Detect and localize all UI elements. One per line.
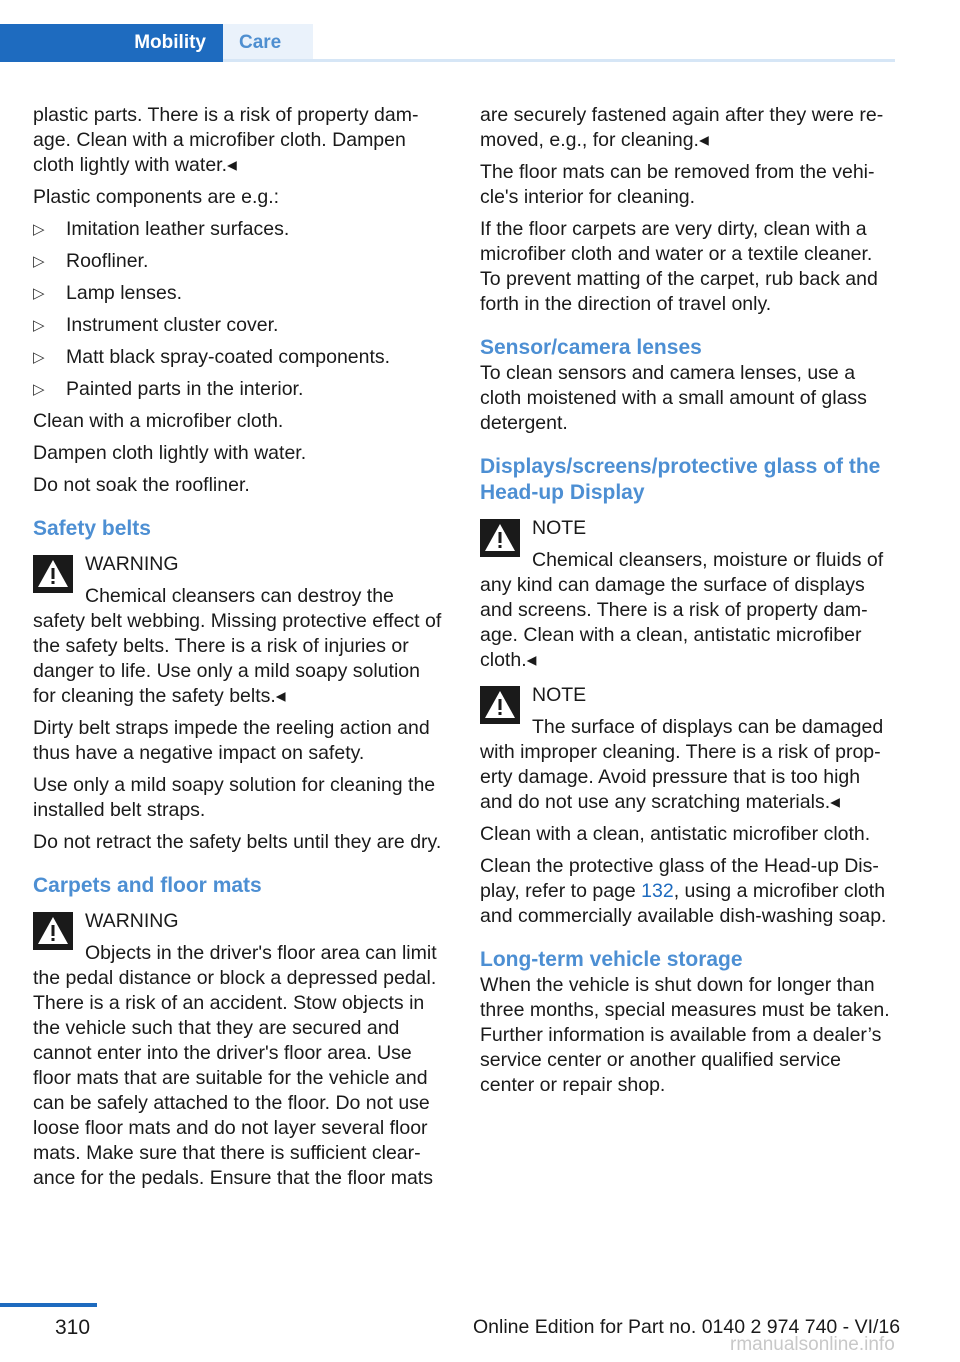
paragraph: Dampen cloth lightly with water. <box>33 442 307 464</box>
note-text: Chemical cleansers, moisture or fluids of any kind can damage the surface of displays and screens. There is a risk of property damage. Clean with a clean, antistatic microfiber cloth.◂ <box>480 549 884 671</box>
warning-title: WARNING <box>85 910 179 932</box>
paragraph: Use only a mild soapy solution for cleaning the installed belt straps. <box>33 774 436 821</box>
list-item: ▷ Imitation leather surfaces. <box>33 218 290 240</box>
plastic-components-list <box>33 217 443 402</box>
warning-text: Chemical cleansers can destroy the safety belt webbing. Missing protective effect of the safety belts. There is a risk of injuries or danger to life. Use only a mild soapy solution for cleaning the safety belts.◂ <box>33 585 442 707</box>
warning-carpets <box>33 909 443 1191</box>
paragraph: Do not retract the safety belts until they are dry. <box>33 831 442 853</box>
section-heading-sensor-lenses: Sensor/camera lenses <box>480 336 702 359</box>
section-heading-safety-belts: Safety belts <box>33 517 151 540</box>
warning-triangle-icon <box>480 519 520 557</box>
section-heading-storage: Long-term vehicle storage <box>480 948 743 971</box>
section-heading-displays: Displays/screens/protective glass of the Head-up Display <box>480 455 881 504</box>
list-item: ▷ Painted parts in the interior. <box>33 378 304 400</box>
watermark: rmanualsonline.info <box>730 1334 895 1355</box>
paragraph: If the floor carpets are very dirty, clean with a microfiber cloth and water or a textile cleaner. To prevent matting of the carpet, rub back and forth in the direction of travel only. <box>480 218 878 315</box>
list-item: ▷ Roofliner. <box>33 250 149 272</box>
paragraph: The floor mats can be removed from the vehicle's interior for cleaning. <box>480 161 875 208</box>
page-number: 310 <box>55 1316 91 1339</box>
note-displays-cleaning <box>480 683 895 815</box>
warning-triangle-icon <box>480 686 520 724</box>
triangle-bullet-icon: ▷ <box>33 381 45 398</box>
triangle-bullet-icon: ▷ <box>33 317 45 334</box>
section-heading-carpets: Carpets and floor mats <box>33 874 262 897</box>
triangle-bullet-icon: ▷ <box>33 285 45 302</box>
list-item: ▷ Instrument cluster cover. <box>33 314 279 336</box>
note-displays-chemicals <box>480 516 895 673</box>
page-reference-link[interactable]: 132 <box>641 880 674 902</box>
paragraph: plastic parts. There is a risk of property damage. Clean with a microfiber cloth. Dampen cloth lightly with water.◂ <box>33 104 419 176</box>
tab-care[interactable]: Care <box>223 24 313 62</box>
paragraph: Dirty belt straps impede the reeling action and thus have a negative impact on safety. <box>33 717 430 764</box>
footer-rule <box>0 1303 97 1307</box>
note-title: NOTE <box>532 684 587 706</box>
warning-safety-belts <box>33 552 443 709</box>
chapter-tab-bar <box>0 24 895 62</box>
right-column <box>480 103 895 1105</box>
paragraph: Clean with a microfiber cloth. <box>33 410 284 432</box>
left-column <box>33 103 443 1198</box>
paragraph: When the vehicle is shut down for longer than three months, special measures must be taken. Further information is available from a dealer’s service center or another qualified service center or repair shop. <box>480 974 890 1096</box>
paragraph: Clean with a clean, antistatic microfiber cloth. <box>480 823 871 845</box>
warning-triangle-icon <box>33 912 73 950</box>
note-title: NOTE <box>532 517 587 539</box>
triangle-bullet-icon: ▷ <box>33 221 45 238</box>
paragraph: Do not soak the roofliner. <box>33 474 250 496</box>
list-item: ▷ Lamp lenses. <box>33 282 182 304</box>
warning-text: Objects in the driver's floor area can limit the pedal distance or block a depressed pedal. There is a risk of an accident. Stow objects in the vehicle such that they are secured and cannot enter into the driver's floor area. Use floor mats that are suitable for the vehicle and can be safely attached to the floor. Do not use loose floor mats and do not layer several floor mats. Make sure that there is sufficient clearance for the pedals. Ensure that the floor mats <box>33 942 437 1189</box>
tab-mobility[interactable]: Mobility <box>0 24 223 62</box>
note-text: The surface of displays can be damaged with improper cleaning. There is a risk of property damage. Avoid pressure that is too high and do not use any scratching materials.◂ <box>480 716 884 813</box>
paragraph: are securely fastened again after they were removed, e.g., for cleaning.◂ <box>480 104 884 151</box>
paragraph: Plastic components are e.g.: <box>33 186 280 208</box>
triangle-bullet-icon: ▷ <box>33 253 45 270</box>
list-item: ▷ Matt black spray-coated components. <box>33 346 391 368</box>
paragraph: To clean sensors and camera lenses, use a cloth moistened with a small amount of glass detergent. <box>480 362 867 434</box>
triangle-bullet-icon: ▷ <box>33 349 45 366</box>
edition-info: Online Edition for Part no. 0140 2 974 740 - VI/16 <box>473 1316 901 1338</box>
warning-title: WARNING <box>85 553 179 575</box>
warning-triangle-icon <box>33 555 73 593</box>
paragraph: Clean the protective glass of the Head-up Display, refer to page 132, using a microfiber cloth and commercially available dish-washing soap. <box>480 855 887 927</box>
